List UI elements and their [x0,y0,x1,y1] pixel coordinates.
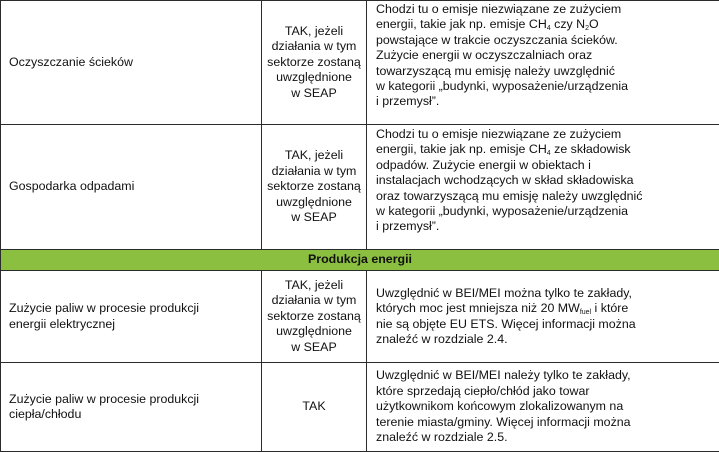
include-cell: TAK, jeżeli działania w tym sektorze zostaną uwzględnione w SEAP [262,1,367,125]
include-cell: TAK, jeżeli działania w tym sektorze zostaną uwzględnione w SEAP [262,125,367,250]
include-cell: TAK [262,363,367,452]
section-header: Produkcja energii [1,250,719,271]
description-cell: Uwzględnić w BEI/MEI można tylko te zakłady, których moc jest mniejsza niż 20 $MW_{fuel}$ i które nie są objęte EU ETS. Więcej informacji można znaleźć w rozdziale 2.4. [367,271,719,363]
description-cell: Uwzględnić w BEI/MEI należy tylko te zakłady, które sprzedają ciepło/chłód jako towar użytkownikom końcowym zlokalizowanym na terenie miasta/gminy. Więcej informacji można znaleźć w rozdziale 2.5. [367,363,719,452]
category-cell: Gospodarka odpadami [1,125,262,250]
table-row [1,363,719,452]
table-row [1,271,719,363]
description-cell: Chodzi tu o emisje niezwiązane ze zużyciem energii, takie jak np. emisje $CH_4$ czy $N_2O$ powstające w trakcie oczyszczania ścieków. Zużycie energii w oczyszczalniach oraz towarzyszącą mu emisję należy uwzględnić w kategorii „budynki, wyposażenie/urządzenia i przemysł”. [367,1,719,125]
category-cell: Oczyszczanie ścieków [1,1,262,125]
section-header-row [1,250,719,271]
description-cell: Chodzi tu o emisje niezwiązane ze zużyciem energii, takie jak np. emisje $CH_4$ ze składowisk odpadów. Zużycie energii w obiektach i instalacjach wchodzących w skład składowiska oraz towarzyszącą mu emisję należy uwzględnić w kategorii „budynki, wyposażenie/urządzenia i przemysł”. [367,125,719,250]
table-row [1,1,719,125]
category-cell: Zużycie paliw w procesie produkcji ciepła/chłodu [1,363,262,452]
table-row [1,125,719,250]
include-cell: TAK, jeżeli działania w tym sektorze zostaną uwzględnione w SEAP [262,271,367,363]
category-cell: Zużycie paliw w procesie produkcji energii elektrycznej [1,271,262,363]
